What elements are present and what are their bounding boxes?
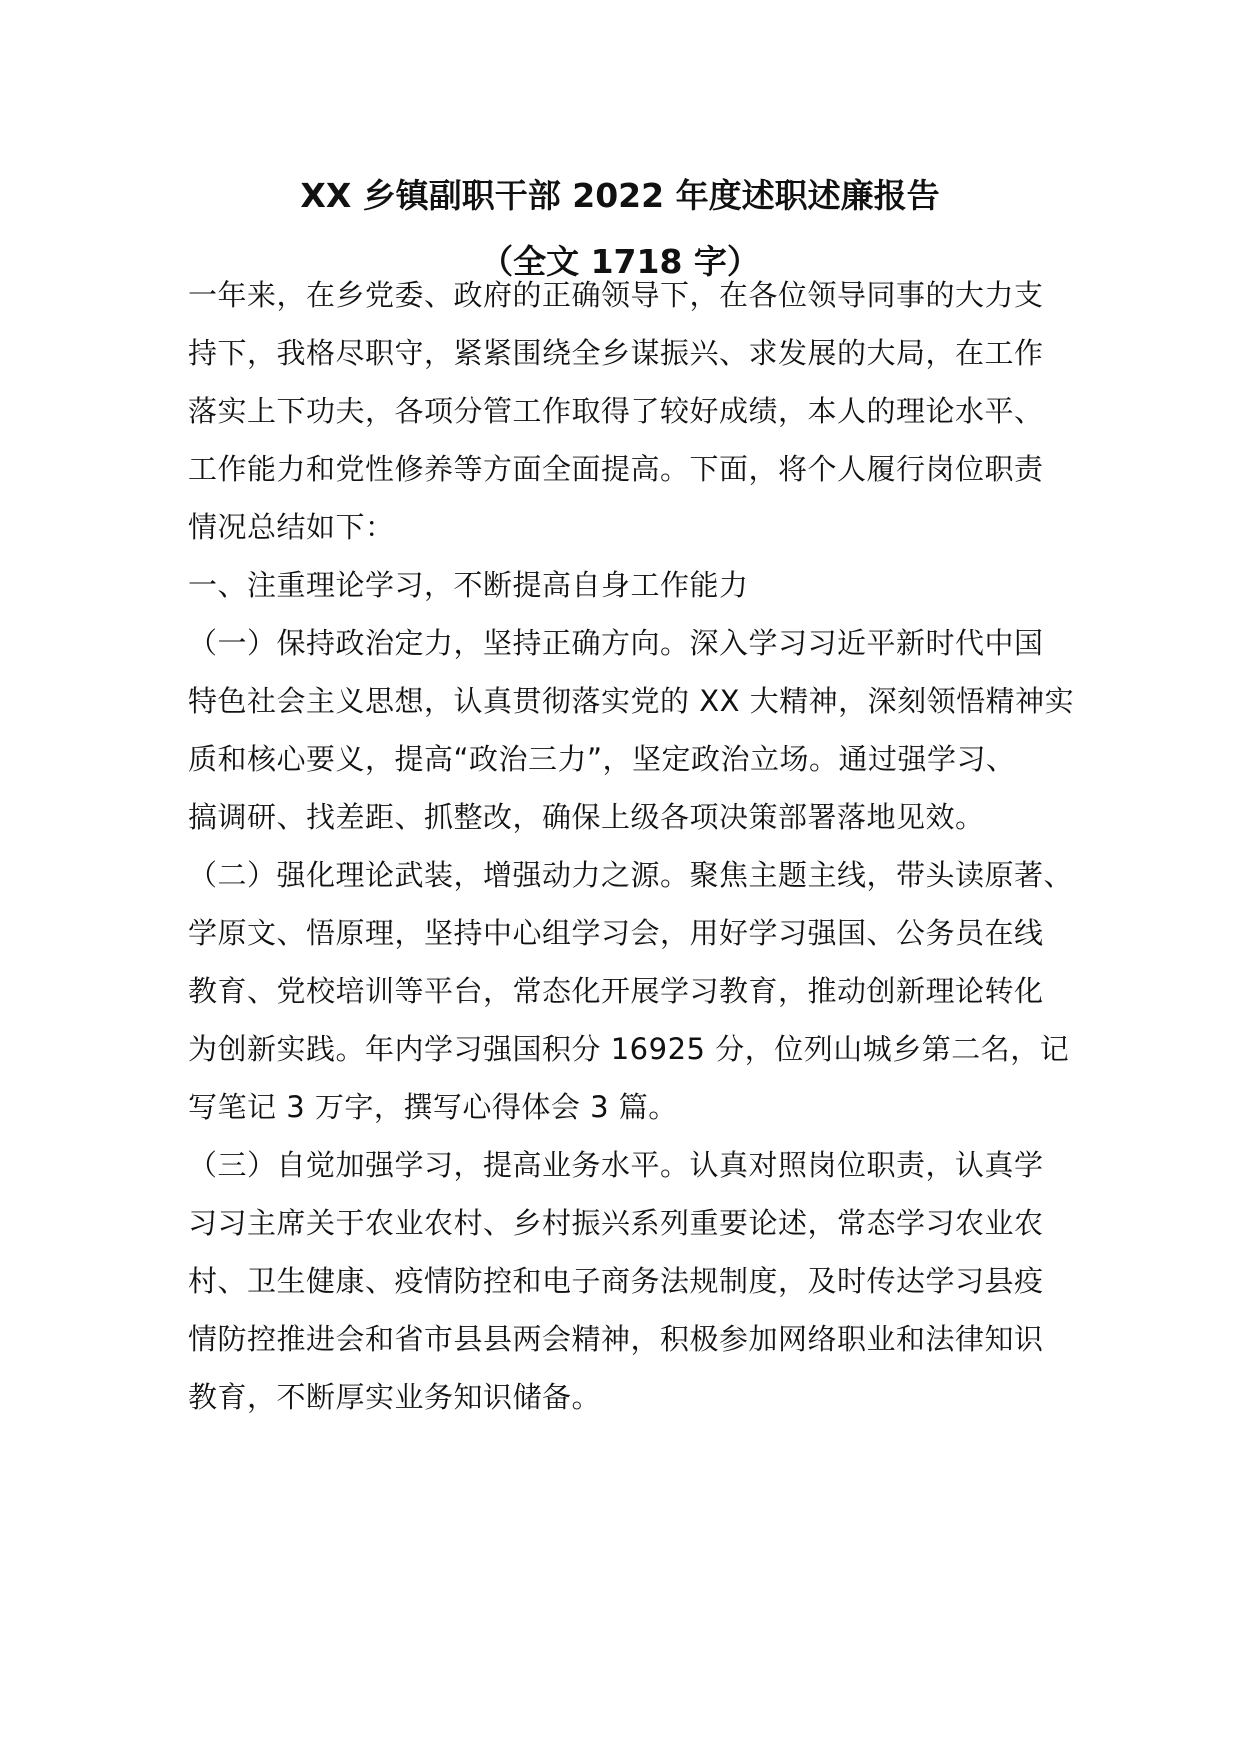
text-line: 村、卫生健康、疫情防控和电子商务法规制度，及时传达学习县疫: [188, 1264, 1044, 1298]
text-line: 特色社会主义思想，认真贯彻落实党的 XX 大精神，深刻领悟精神实: [188, 684, 1075, 718]
text-line: 持下，我格尽职守，紧紧围绕全乡谋振兴、求发展的大局，在工作: [188, 336, 1044, 370]
text-line: （二）强化理论武装，增强动力之源。聚焦主题主线，带头读原著、: [188, 858, 1074, 892]
text-line: （三）自觉加强学习，提高业务水平。认真对照岗位职责，认真学: [188, 1148, 1044, 1182]
text-line: 工作能力和党性修养等方面全面提高。下面，将个人履行岗位职责: [188, 452, 1044, 486]
document-subtitle: （全文 1718 字）: [480, 242, 760, 281]
text-line: 一年来，在乡党委、政府的正确领导下，在各位领导同事的大力支: [188, 278, 1044, 312]
text-line: 搞调研、找差距、抓整改，确保上级各项决策部署落地见效。: [188, 800, 985, 834]
text-line: 落实上下功夫，各项分管工作取得了较好成绩，本人的理论水平、: [188, 394, 1044, 428]
section-heading: 一、注重理论学习，不断提高自身工作能力: [188, 568, 749, 602]
text-line: 学原文、悟原理，坚持中心组学习会，用好学习强国、公务员在线: [188, 916, 1044, 950]
text-line: 教育，不断厚实业务知识储备。: [188, 1380, 602, 1414]
text-line: 习习主席关于农业农村、乡村振兴系列重要论述，常态学习农业农: [188, 1206, 1044, 1240]
document-title: XX 乡镇副职干部 2022 年度述职述廉报告: [300, 176, 940, 215]
text-line: （一）保持政治定力，坚持正确方向。深入学习习近平新时代中国: [188, 626, 1044, 660]
text-line: 情况总结如下：: [188, 510, 395, 544]
text-line: 情防控推进会和省市县县两会精神，积极参加网络职业和法律知识: [188, 1322, 1044, 1356]
text-line: 教育、党校培训等平台，常态化开展学习教育，推动创新理论转化: [188, 974, 1044, 1008]
text-line: 写笔记 3 万字，撰写心得体会 3 篇。: [188, 1090, 678, 1124]
text-line: 为创新实践。年内学习强国积分 16925 分，位列山城乡第二名，记: [188, 1032, 1070, 1066]
text-line: 质和核心要义，提高“政治三力”，坚定政治立场。通过强学习、: [188, 742, 1016, 776]
